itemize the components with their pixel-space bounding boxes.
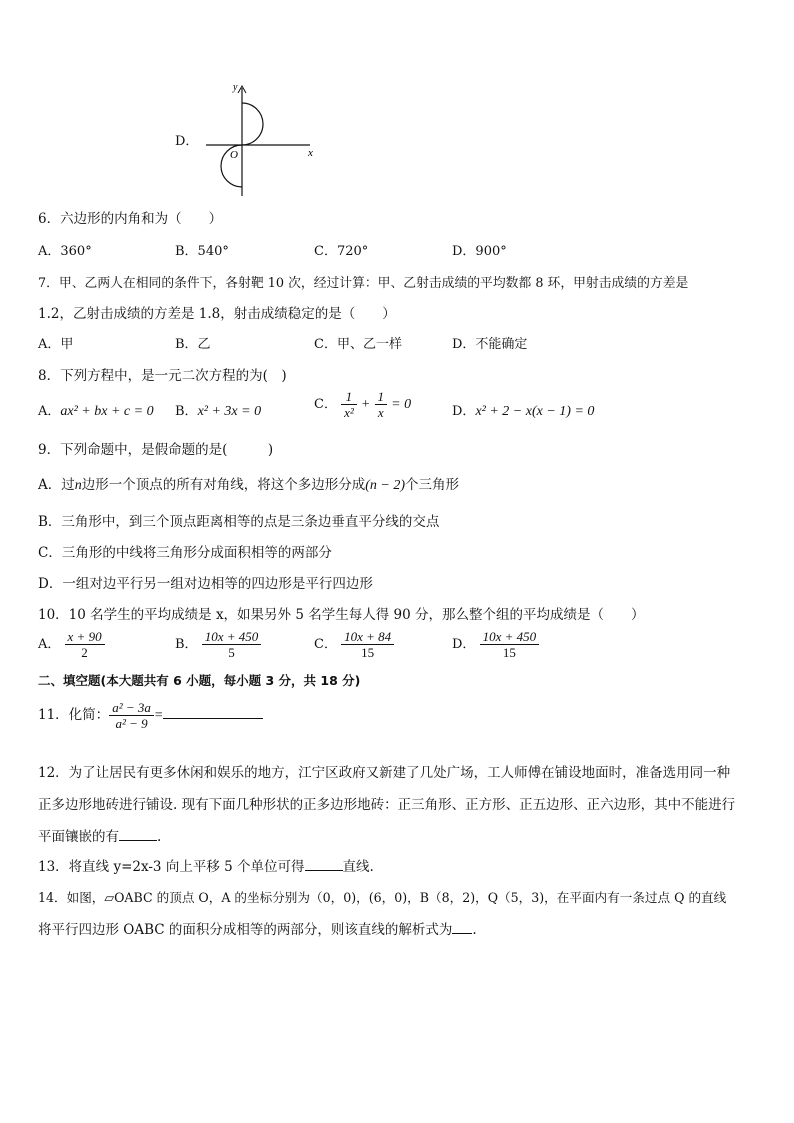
- q8-option-c-rest: = 0: [391, 397, 412, 412]
- q9-stem: 9．下列命题中，是假命题的是( ): [38, 442, 274, 458]
- origin-label: O: [230, 149, 238, 161]
- q10-option-b-label: B．: [175, 637, 198, 652]
- q13-answer-blank[interactable]: [305, 870, 343, 871]
- q11-frac: $\frac{\text{a² − 3a}}{\text{a² − 9}}$: [109, 700, 154, 731]
- q14-answer-blank[interactable]: [452, 933, 472, 934]
- q12-line3-post: .: [157, 829, 162, 845]
- q10-option-b-frac: $\frac{10x + 450}{5}$: [202, 629, 262, 660]
- q14-line2-post: .: [472, 922, 477, 938]
- q9-option-a-n: n: [74, 478, 82, 493]
- q7-option-b: B．乙: [175, 337, 211, 352]
- q10-option-d-frac: $\frac{10x + 450}{15}$: [480, 629, 540, 660]
- q8-option-b-expr: x² + 3x = 0: [197, 404, 262, 419]
- y-axis-label: y: [233, 82, 238, 93]
- q10-option-d-label: D．: [452, 637, 476, 652]
- q7-option-d: D．不能确定: [452, 337, 528, 352]
- q12-line1: 12．为了让居民有更多休闲和娱乐的地方，江宁区政府又新建了几处广场，工人师傅在铺设地面时，准备选用同一种: [38, 765, 731, 781]
- q7-stem-line1: 7．甲、乙两人在相同的条件下，各射靶 10 次，经过计算：甲、乙射击成绩的平均数都 8 环，甲射击成绩的方差是: [38, 276, 689, 291]
- q12-line2: 正多边形地砖进行铺设. 现有下面几种形状的正多边形地砖：正三角形、正方形、正五边形、正六边形，其中不能进行: [38, 797, 736, 813]
- q13: [38, 855, 374, 875]
- q9-option-d: D．一组对边平行另一组对边相等的四边形是平行四边形: [38, 576, 373, 592]
- q13-post: 直线.: [342, 859, 374, 875]
- q11-equals: =: [153, 708, 164, 723]
- q7-option-c: C．甲、乙一样: [314, 337, 402, 352]
- q10-stem: 10．10 名学生的平均成绩是 x，如果另外 5 名学生每人得 90 分，那么整个组的平均成绩是（ ）: [38, 607, 645, 623]
- q8-stem: 8．下列方程中，是一元二次方程的为( ): [38, 368, 287, 384]
- q14-line2-pre: 将平行四边形 OABC 的面积分成相等的两部分，则该直线的解析式为: [38, 922, 453, 938]
- q11-answer-blank[interactable]: [163, 718, 263, 719]
- q8-option-b: [175, 400, 261, 420]
- q8-option-d: [452, 400, 594, 420]
- q10-option-d: [452, 629, 539, 660]
- q8-option-c-label: C．: [314, 397, 337, 412]
- q9-option-b: B．三角形中，到三个顶点距离相等的点是三条边垂直平分线的交点: [38, 514, 440, 530]
- q13-pre: 13．将直线 y=2x-3 向上平移 5 个单位可得: [38, 859, 305, 875]
- q10-option-a: [38, 629, 105, 660]
- q11-prefix: 11．化简：: [38, 707, 110, 723]
- q10-option-a-frac: $\frac{x + 90}{2}$: [65, 629, 105, 660]
- q7-option-a: A．甲: [38, 337, 74, 352]
- section-heading: 二、填空题(本大题共有 6 小题，每小题 3 分，共 18 分): [38, 673, 361, 688]
- q8-option-c-frac1: $\frac{1}{\text{x²}}$: [341, 389, 357, 420]
- q10-option-c-frac: $\frac{10x + 84}{15}$: [341, 629, 394, 660]
- x-axis-label: x: [308, 147, 313, 159]
- q6-stem: 6．六边形的内角和为（ ）: [38, 211, 223, 227]
- q14-line2: [38, 918, 477, 938]
- q9-option-a-pre: A．过: [38, 477, 75, 493]
- q5-option-d-graph: [198, 78, 320, 200]
- q6-option-a: A．360°: [38, 244, 92, 259]
- q9-option-c: C．三角形的中线将三角形分成面积相等的两部分: [38, 545, 332, 561]
- q9-option-a: [38, 473, 459, 494]
- q8-option-a-label: A．: [38, 404, 61, 419]
- q12-line3-pre: 平面镶嵌的有: [38, 829, 119, 845]
- q9-option-a-post: 个三角形: [405, 477, 460, 493]
- q12-answer-blank[interactable]: [119, 840, 157, 841]
- q9-option-a-mid: 边形一个顶点的所有对角线，将这个多边形分成: [81, 477, 366, 493]
- q8-option-c-frac2: $\frac{1}{x}$: [375, 389, 388, 420]
- q6-option-b: B．540°: [175, 244, 229, 259]
- q8-option-d-label: D．: [452, 404, 476, 419]
- q8-option-a-expr: ax² + bx + c = 0: [60, 404, 154, 419]
- q8-option-a: [38, 400, 154, 420]
- q8-option-d-expr: x² + 2 − x(x − 1) = 0: [475, 404, 595, 419]
- q10-option-a-label: A．: [38, 637, 61, 652]
- q11: [38, 700, 263, 731]
- q10-option-b: [175, 629, 261, 660]
- upper-semicircle: [242, 103, 263, 145]
- q10-option-c: [314, 629, 394, 660]
- q7-stem-line2: 1.2，乙射击成绩的方差是 1.8，射击成绩稳定的是（ ）: [38, 306, 396, 322]
- q14-line1: 14．如图，▱OABC 的顶点 O，A 的坐标分别为（0，0)，(6，0)，B（8，2)，Q（5，3)，在平面内有一条过点 Q 的直线: [38, 890, 727, 905]
- q6-option-d: D．900°: [452, 244, 507, 259]
- q8-option-c: [314, 389, 411, 420]
- q6-option-c: C．720°: [314, 244, 369, 259]
- q9-option-a-expr: (n − 2): [365, 478, 406, 493]
- q8-option-b-label: B．: [175, 404, 198, 419]
- q5-option-d-label: D．: [175, 134, 199, 149]
- q8-option-c-plus: +: [360, 397, 371, 412]
- q10-option-c-label: C．: [314, 637, 337, 652]
- q12-line3: [38, 825, 161, 845]
